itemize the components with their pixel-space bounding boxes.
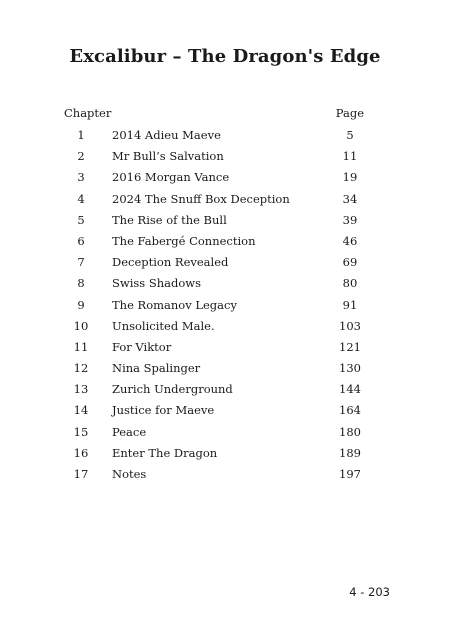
chapter-number: 3 bbox=[77, 170, 85, 185]
chapter-number: 7 bbox=[77, 255, 85, 270]
chapter-title: Justice for Maeve bbox=[112, 403, 215, 418]
chapter-page-number: 19 bbox=[342, 170, 358, 185]
toc-entry-11 bbox=[0, 340, 450, 361]
toc-entry-8 bbox=[0, 276, 450, 297]
chapter-number: 5 bbox=[77, 212, 85, 227]
chapter-title: 2024 The Snuff Box Deception bbox=[112, 191, 290, 206]
toc-entry-4 bbox=[0, 192, 450, 213]
toc-entry-13 bbox=[0, 382, 450, 403]
chapter-title: For Viktor bbox=[112, 339, 172, 354]
chapter-page-number: 144 bbox=[339, 382, 361, 397]
toc-entry-3 bbox=[0, 170, 450, 191]
toc-entry-2 bbox=[0, 149, 450, 170]
chapter-page-number: 189 bbox=[339, 445, 361, 460]
toc-entry-7 bbox=[0, 255, 450, 276]
chapter-number: 10 bbox=[73, 318, 89, 333]
chapter-page-number: 197 bbox=[339, 467, 361, 481]
chapter-title: Enter The Dragon bbox=[112, 445, 218, 460]
chapter-number: 16 bbox=[73, 445, 89, 460]
chapter-number: 14 bbox=[73, 403, 89, 418]
chapter-number: 2 bbox=[77, 149, 85, 164]
page-indicator: 4 - 203 bbox=[349, 585, 390, 599]
chapter-title: Zurich Underground bbox=[112, 382, 233, 397]
chapter-number: 1 bbox=[77, 128, 85, 142]
toc-header-row bbox=[64, 106, 364, 124]
toc-entry-14 bbox=[0, 403, 450, 424]
page-column-header: Page bbox=[335, 106, 364, 120]
chapter-page-number: 180 bbox=[339, 424, 361, 439]
chapter-column-header: Chapter bbox=[64, 106, 112, 120]
chapter-title: The Fabergé Connection bbox=[112, 233, 256, 248]
chapter-title: Deception Revealed bbox=[112, 255, 229, 270]
chapter-number: 15 bbox=[73, 424, 89, 439]
chapter-title: Peace bbox=[112, 424, 147, 439]
chapter-page-number: 34 bbox=[342, 191, 358, 206]
chapter-title: Nina Spalinger bbox=[112, 361, 201, 376]
chapter-page-number: 103 bbox=[339, 318, 361, 333]
chapter-title: 2014 Adieu Maeve bbox=[112, 128, 221, 142]
table-of-contents bbox=[0, 128, 450, 488]
chapter-number: 17 bbox=[73, 467, 89, 481]
chapter-page-number: 39 bbox=[342, 212, 358, 227]
chapter-page-number: 69 bbox=[342, 255, 358, 270]
chapter-title: The Rise of the Bull bbox=[112, 212, 227, 227]
chapter-title: Unsolicited Male. bbox=[112, 318, 215, 333]
toc-entry-10 bbox=[0, 319, 450, 340]
toc-entry-16 bbox=[0, 446, 450, 467]
chapter-page-number: 11 bbox=[342, 149, 358, 164]
chapter-page-number: 46 bbox=[342, 233, 358, 248]
toc-entry-1 bbox=[0, 128, 450, 149]
chapter-page-number: 91 bbox=[342, 297, 358, 312]
chapter-title: Swiss Shadows bbox=[112, 276, 202, 291]
toc-entry-6 bbox=[0, 234, 450, 255]
toc-entry-15 bbox=[0, 425, 450, 446]
chapter-page-number: 121 bbox=[339, 339, 361, 354]
chapter-title: The Romanov Legacy bbox=[112, 297, 237, 312]
chapter-number: 11 bbox=[73, 339, 89, 354]
chapter-page-number: 80 bbox=[342, 276, 358, 291]
chapter-number: 12 bbox=[73, 361, 89, 376]
chapter-page-number: 130 bbox=[339, 361, 361, 376]
chapter-page-number: 164 bbox=[339, 403, 361, 418]
chapter-title: Notes bbox=[112, 467, 147, 481]
toc-entry-17 bbox=[0, 467, 450, 488]
chapter-number: 6 bbox=[77, 233, 85, 248]
chapter-title: Mr Bull’s Salvation bbox=[112, 149, 224, 164]
chapter-number: 4 bbox=[77, 191, 85, 206]
chapter-page-number: 5 bbox=[346, 128, 354, 142]
chapter-number: 9 bbox=[77, 297, 85, 312]
toc-entry-9 bbox=[0, 298, 450, 319]
chapter-number: 8 bbox=[77, 276, 85, 291]
toc-entry-5 bbox=[0, 213, 450, 234]
page-title: Excalibur – The Dragon's Edge bbox=[69, 46, 381, 67]
toc-entry-12 bbox=[0, 361, 450, 382]
chapter-title: 2016 Morgan Vance bbox=[112, 170, 230, 185]
chapter-number: 13 bbox=[73, 382, 89, 397]
